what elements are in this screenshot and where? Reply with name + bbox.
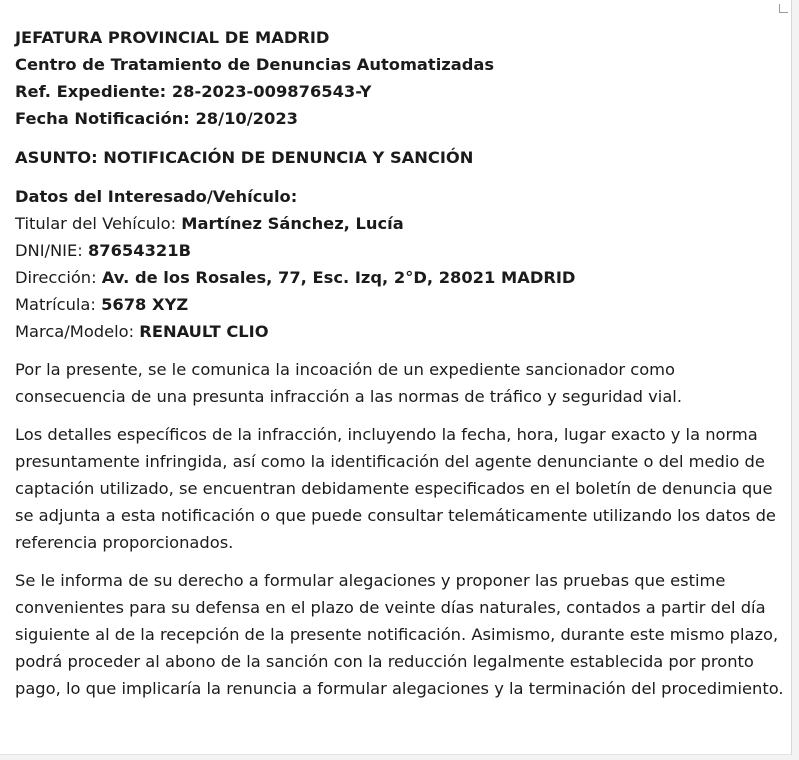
field-label: Marca/Modelo: [15,322,140,341]
document-content [15,24,785,702]
field-value: 87654321B [87,241,191,260]
field-label: DNI/NIE: [15,241,88,260]
field-dni-nie [15,237,785,264]
body-paragraph-1: Por la presente, se le comunica la incoación de un expediente sancionador como consecuencia de una presunta infracción a las normas de tráfico y seguridad vial. [15,360,683,406]
field-address [15,264,785,291]
body-paragraph-2: Los detalles específicos de la infracción, incluyendo la fecha, hora, lugar exacto y la norma presuntamente infringida, así como la identificación del agente denunciante o del medio de captación utilizado, se encuentran debidamente especificados en el boletín de denuncia que se adjunta a esta notificación o que puede consultar telemáticamente utilizando los datos de referencia proporcionados. [15,425,776,552]
field-value: Martínez Sánchez, Lucía [181,214,404,233]
authority-heading: JEFATURA PROVINCIAL DE MADRID [15,28,330,47]
field-value: RENAULT CLIO [139,322,269,341]
field-plate [15,291,785,318]
subject-line: ASUNTO: NOTIFICACIÓN DE DENUNCIA Y SANCIÓN [15,148,474,167]
notification-date-line: Fecha Notificación: 28/10/2023 [15,109,298,128]
details-heading: Datos del Interesado/Vehículo: [15,187,298,206]
page-corner-mark [779,4,788,13]
center-heading: Centro de Tratamiento de Denuncias Automatizadas [15,55,495,74]
field-make-model [15,318,785,345]
field-label: Matrícula: [15,295,102,314]
field-value: 5678 XYZ [101,295,189,314]
field-label: Titular del Vehículo: [15,214,182,233]
body-paragraph-3: Se le informa de su derecho a formular alegaciones y proponer las pruebas que estime convenientes para su defensa en el plazo de veinte días naturales, contados a partir del día siguiente al de la recepción de la presente notificación. Asimismo, durante este mismo plazo, podrá proceder al abono de la sanción con la reducción legalmente establecida por pronto pago, lo que implicaría la renuncia a formular alegaciones y la terminación del procedimiento. [15,571,784,698]
field-value: Av. de los Rosales, 77, Esc. Izq, 2°D, 28021 MADRID [101,268,576,287]
field-vehicle-owner [15,210,785,237]
reference-line: Ref. Expediente: 28-2023-009876543-Y [15,82,372,101]
field-label: Dirección: [15,268,102,287]
